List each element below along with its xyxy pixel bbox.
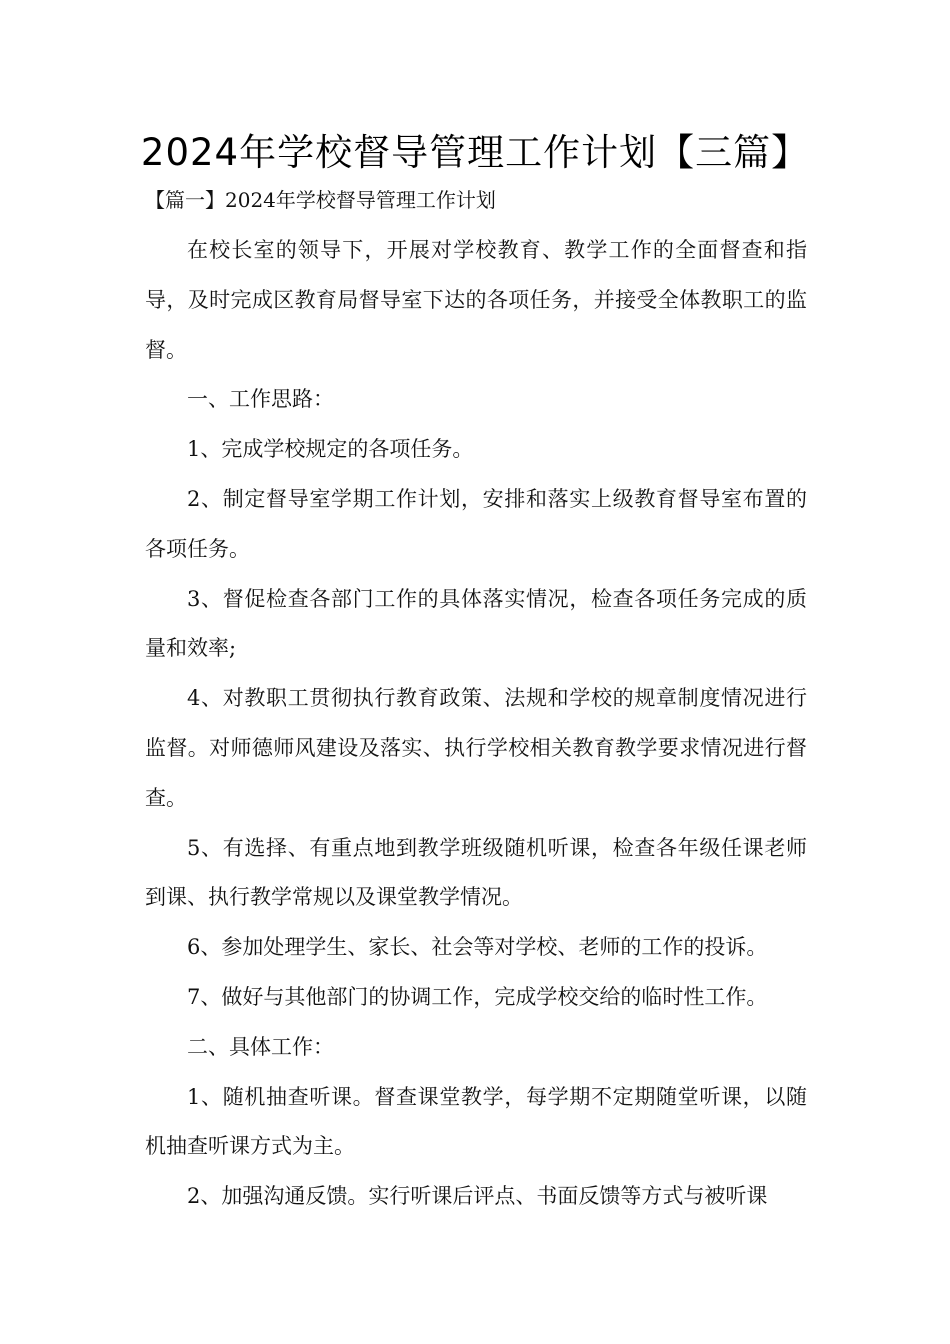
heading-specific-work: 二、具体工作：: [187, 1034, 334, 1059]
document-body: [145, 226, 807, 1222]
list-item: 2、加强沟通反馈。实行听课后评点、书面反馈等方式与被听课: [187, 1184, 768, 1209]
section-heading: 【篇一】2024年学校督导管理工作计划: [145, 188, 496, 212]
list-item: 5、有选择、有重点地到教学班级随机听课，检查各年级任课老师到课、执行教学常规以及课堂教学情况。: [145, 835, 807, 910]
document-title: 2024年学校督导管理工作计划【三篇】: [140, 131, 810, 174]
list-item: 4、对教职工贯彻执行教育政策、法规和学校的规章制度情况进行监督。对师德师风建设及落实、执行学校相关教育教学要求情况进行督查。: [145, 686, 807, 810]
intro-paragraph: 在校长室的领导下，开展对学校教育、教学工作的全面督查和指导，及时完成区教育局督导室下达的各项任务，并接受全体教职工的监督。: [145, 238, 807, 362]
list-item: 3、督促检查各部门工作的具体落实情况，检查各项任务完成的质量和效率;: [145, 586, 807, 661]
list-item: 6、参加处理学生、家长、社会等对学校、老师的工作的投诉。: [187, 935, 768, 960]
list-item: 1、随机抽查听课。督查课堂教学，每学期不定期随堂听课，以随机抽查听课方式为主。: [145, 1084, 807, 1159]
heading-work-approach: 一、工作思路：: [187, 387, 334, 412]
list-item: 2、制定督导室学期工作计划，安排和落实上级教育督导室布置的各项任务。: [145, 486, 807, 561]
list-item: 1、完成学校规定的各项任务。: [187, 437, 474, 462]
list-item: 7、做好与其他部门的协调工作，完成学校交给的临时性工作。: [187, 984, 768, 1009]
